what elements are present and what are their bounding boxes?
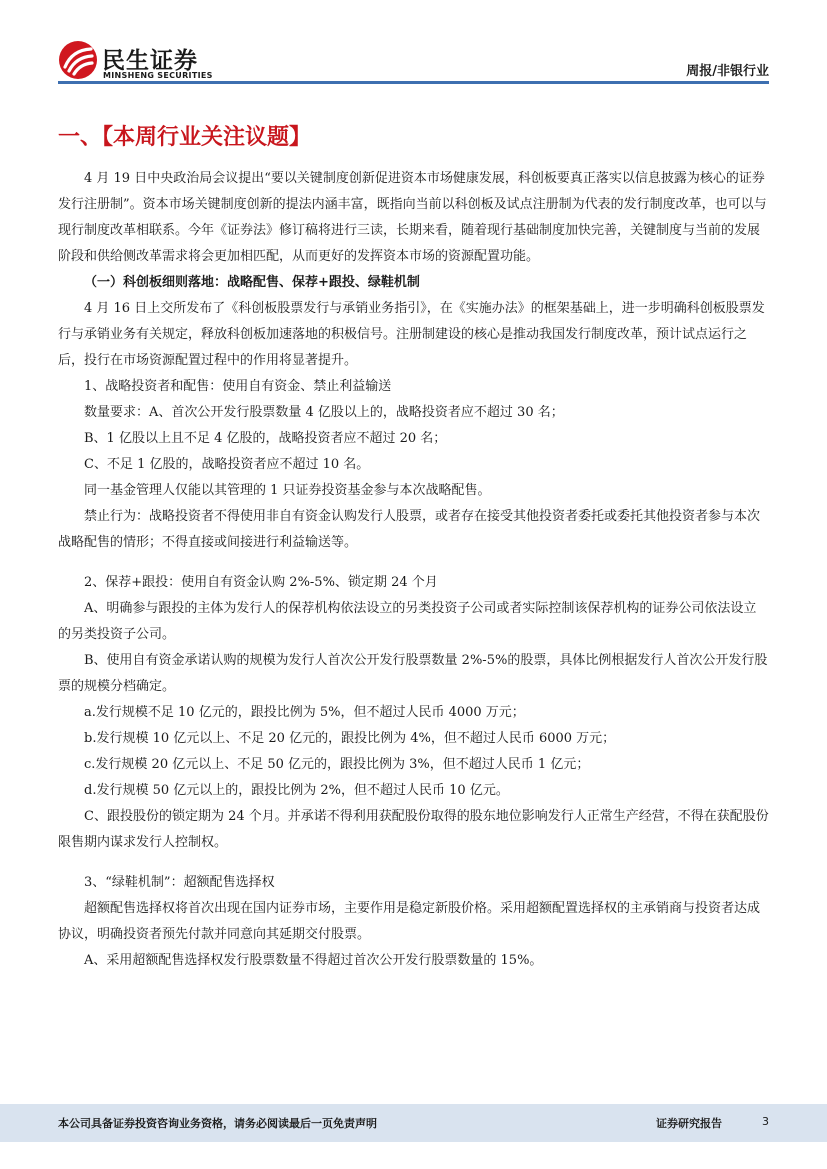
list-item: a.发行规模不足 10 亿元的，跟投比例为 5%，但不超过人民币 4000 万元； bbox=[84, 705, 525, 720]
logo-english-name: MINSHENG SECURITIES bbox=[103, 71, 213, 80]
paragraph-prohibited: 禁止行为：战略投资者不得使用非自有资金认购发行人股票，或者存在接受其他投资者委托或委托其他投资者参与本次战略配售的情形；不得直接或间接进行利益输送等。 bbox=[58, 509, 761, 550]
list-item: 数量要求：A、首次公开发行股票数量 4 亿股以上的，战略投资者应不超过 30 名； bbox=[84, 405, 564, 420]
report-type-label: 周报/非银行业 bbox=[686, 64, 769, 79]
minsheng-logo-icon bbox=[58, 40, 98, 80]
item-heading-strategic-investors: 1、战略投资者和配售：使用自有资金、禁止利益输送 bbox=[84, 379, 392, 394]
footer-disclaimer: 本公司具备证券投资咨询业务资格，请务必阅读最后一页免责声明 bbox=[58, 1117, 377, 1130]
item-heading-sponsor-coinvest: 2、保荐+跟投：使用自有资金认购 2%-5%、锁定期 24 个月 bbox=[84, 575, 438, 590]
section-title: 一、【本周行业关注议题】 bbox=[58, 125, 312, 150]
page-footer bbox=[0, 1104, 827, 1142]
list-item: d.发行规模 50 亿元以上的，跟投比例为 2%，但不超过人民币 10 亿元。 bbox=[84, 783, 509, 798]
paragraph-intro: 4 月 19 日中央政治局会议提出“要以关键制度创新促进资本市场健康发展，科创板要真正落实以信息披露为核心的证券发行注册制”。资本市场关键制度创新的提法内涵丰富，既指向当前以科创板及试点注册制为代表的发行制度改革，也可以与现行制度改革相联系。今年《证券法》修订稿将进行三读，长期来看，随着现行基础制度加快完善，关键制度与当前的发展阶段和供给侧改革需求将会更加相匹配，从而更好的发挥资本市场的资源配置功能。 bbox=[58, 171, 767, 264]
list-item: A、采用超额配售选择权发行股票数量不得超过首次公开发行股票数量的 15%。 bbox=[84, 953, 543, 968]
item-heading-greenshoe: 3、“绿鞋机制”：超额配售选择权 bbox=[84, 875, 275, 890]
list-item: C、跟投股份的锁定期为 24 个月。并承诺不得利用获配股份取得的股东地位影响发行人正常生产经营，不得在获配股份限售期内谋求发行人控制权。 bbox=[58, 809, 769, 850]
list-item: B、1 亿股以上且不足 4 亿股的，战略投资者应不超过 20 名； bbox=[84, 431, 447, 446]
paragraph-greenshoe: 超额配售选择权将首次出现在国内证券市场，主要作用是稳定新股价格。采用超额配置选择权的主承销商与投资者达成协议，明确投资者预先付款并同意向其延期交付股票。 bbox=[58, 901, 761, 942]
list-item: c.发行规模 20 亿元以上、不足 50 亿元的，跟投比例为 3%，但不超过人民币 1 亿元； bbox=[84, 757, 590, 772]
footer-doc-type: 证券研究报告 bbox=[656, 1117, 722, 1130]
logo-chinese-name: 民生证券 bbox=[102, 48, 198, 74]
main-content bbox=[58, 120, 769, 974]
header-divider bbox=[58, 81, 769, 84]
page-header bbox=[0, 0, 827, 90]
list-item: A、明确参与跟投的主体为发行人的保荐机构依法设立的另类投资子公司或者实际控制该保荐机构的证券公司依法设立的另类投资子公司。 bbox=[58, 601, 757, 642]
list-item: 同一基金管理人仅能以其管理的 1 只证券投资基金参与本次战略配售。 bbox=[84, 483, 491, 498]
page-number: 3 bbox=[762, 1115, 769, 1128]
paragraph-star-market: 4 月 16 日上交所发布了《科创板股票发行与承销业务指引》，在《实施办法》的框架基础上，进一步明确科创板股票发行与承销业务有关规定，释放科创板加速落地的积极信号。注册制建设的核心是推动我国发行制度改革，预计试点运行之后，投行在市场资源配置过程中的作用将显著提升。 bbox=[58, 301, 765, 368]
subsection-heading: （一）科创板细则落地：战略配售、保荐+跟投、绿鞋机制 bbox=[84, 275, 420, 290]
company-logo bbox=[58, 40, 213, 85]
list-item: B、使用自有资金承诺认购的规模为发行人首次公开发行股票数量 2%-5%的股票，具体比例根据发行人首次公开发行股票的规模分档确定。 bbox=[58, 653, 768, 694]
list-item: b.发行规模 10 亿元以上、不足 20 亿元的，跟投比例为 4%，但不超过人民币 6000 万元； bbox=[84, 731, 616, 746]
list-item: C、不足 1 亿股的，战略投资者应不超过 10 名。 bbox=[84, 457, 370, 472]
